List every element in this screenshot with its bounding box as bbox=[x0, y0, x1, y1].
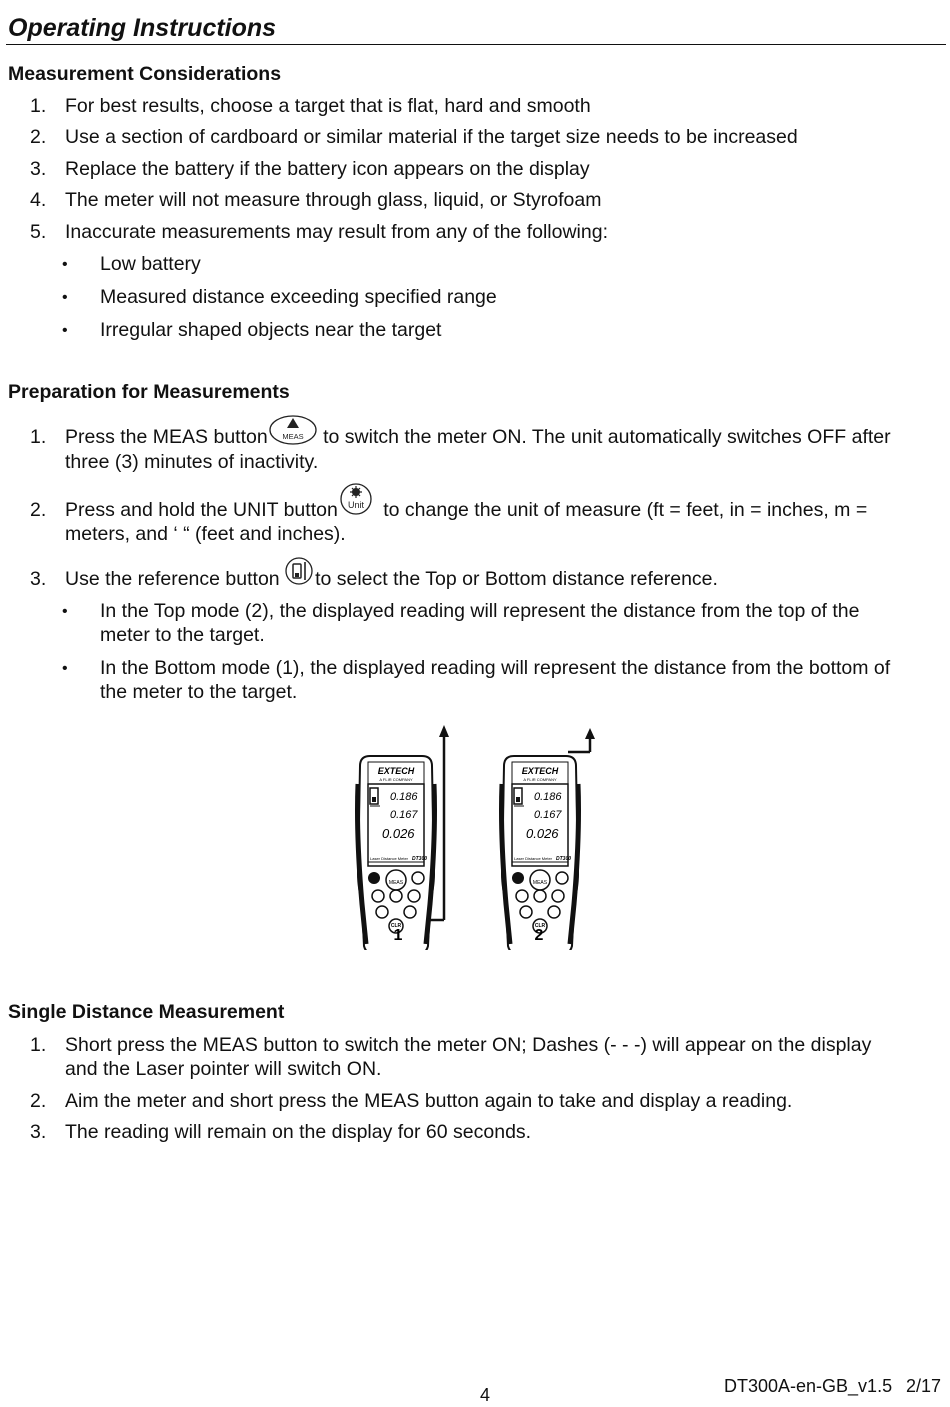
list-number: 2. bbox=[30, 499, 47, 521]
list-number: 4. bbox=[30, 189, 47, 211]
reading-line-2: 0.167 bbox=[390, 809, 418, 821]
list-item: The reading will remain on the display for 60 seconds. bbox=[65, 1121, 532, 1143]
reading-line-3: 0.026 bbox=[382, 826, 415, 841]
model-name: DT300 bbox=[556, 856, 572, 862]
list-item bbox=[65, 425, 940, 449]
reference-button-icon bbox=[285, 555, 315, 587]
item-text: Use the reference button bbox=[65, 568, 286, 590]
clr-key-label: CLR bbox=[534, 923, 546, 929]
product-name: Laser Distance Meter bbox=[514, 856, 553, 861]
list-number: 1. bbox=[30, 426, 47, 448]
list-item: For best results, choose a target that is flat, hard and smooth bbox=[65, 95, 591, 117]
bullet-item: In the Top mode (2), the displayed reading will represent the distance from the top of the bbox=[100, 600, 860, 622]
svg-text:Unit: Unit bbox=[347, 499, 364, 510]
list-item-continued: meters, and ‘ “ (feet and inches). bbox=[65, 523, 346, 545]
list-item: Short press the MEAS button to switch the meter ON; Dashes (- - -) will appear on the display bbox=[65, 1034, 872, 1056]
bullet-item: In the Bottom mode (1), the displayed reading will represent the distance from the bottom of bbox=[100, 657, 891, 679]
section-heading-single-distance: Single Distance Measurement bbox=[8, 1001, 285, 1023]
figure-label-2: 2 bbox=[534, 927, 544, 944]
item-text: Press the MEAS button bbox=[65, 426, 268, 448]
bullet-icon: • bbox=[62, 603, 68, 620]
item-text: to select the Top or Bottom distance reference. bbox=[315, 568, 718, 590]
bullet-item: Irregular shaped objects near the target bbox=[100, 319, 442, 341]
list-item-continued: and the Laser pointer will switch ON. bbox=[65, 1058, 382, 1080]
meas-button-icon bbox=[268, 412, 318, 446]
list-number: 3. bbox=[30, 1121, 47, 1143]
list-item: Aim the meter and short press the MEAS button again to take and display a reading. bbox=[65, 1090, 793, 1112]
bullet-item-continued: meter to the target. bbox=[100, 624, 265, 646]
item-text: Press and hold the UNIT button bbox=[65, 499, 338, 521]
section-heading-preparation: Preparation for Measurements bbox=[8, 381, 290, 403]
list-number: 3. bbox=[30, 568, 47, 590]
bullet-item: Measured distance exceeding specified range bbox=[100, 286, 497, 308]
list-item bbox=[65, 498, 940, 522]
bullet-icon: • bbox=[62, 256, 68, 273]
bullet-icon: • bbox=[62, 322, 68, 339]
meas-key-label: MEAS bbox=[532, 880, 548, 886]
figure-label-1: 1 bbox=[393, 927, 403, 944]
list-item-continued: three (3) minutes of inactivity. bbox=[65, 451, 319, 473]
list-number: 1. bbox=[30, 1034, 47, 1056]
list-item: Replace the battery if the battery icon appears on the display bbox=[65, 158, 590, 180]
list-item: Use a section of cardboard or similar material if the target size needs to be increased bbox=[65, 126, 798, 148]
bullet-icon: • bbox=[62, 660, 68, 677]
item-text: to switch the meter ON. The unit automatically switches OFF after bbox=[317, 426, 891, 448]
title-rule bbox=[6, 44, 946, 45]
page-number: 4 bbox=[480, 1385, 491, 1405]
section-heading-considerations: Measurement Considerations bbox=[8, 63, 282, 85]
meas-key-label: MEAS bbox=[388, 880, 404, 886]
brand-logo: EXTECH bbox=[377, 766, 415, 776]
document-id: DT300A-en-GB_v1.5 bbox=[724, 1376, 893, 1396]
model-name: DT300 bbox=[412, 856, 428, 862]
meter-2 bbox=[502, 756, 579, 950]
page-of: 2/17 bbox=[906, 1376, 942, 1396]
meter-1 bbox=[358, 756, 435, 950]
reading-line-2: 0.167 bbox=[534, 809, 562, 821]
list-item bbox=[65, 567, 940, 591]
brand-sub: A FLIR COMPANY bbox=[523, 777, 557, 782]
page-title: Operating Instructions bbox=[8, 14, 277, 42]
brand-logo: EXTECH bbox=[521, 766, 559, 776]
unit-button-icon bbox=[338, 482, 378, 518]
clr-key-label: CLR bbox=[390, 923, 402, 929]
bullet-item: Low battery bbox=[100, 253, 201, 275]
list-item: Inaccurate measurements may result from any of the following: bbox=[65, 221, 608, 243]
list-number: 2. bbox=[30, 126, 47, 148]
list-item: The meter will not measure through glass, liquid, or Styrofoam bbox=[65, 189, 602, 211]
reading-line-1: 0.186 bbox=[390, 791, 418, 803]
meter-reference-figure bbox=[340, 720, 620, 950]
reading-line-1: 0.186 bbox=[534, 791, 562, 803]
top-reference-arrow bbox=[568, 728, 595, 752]
bullet-icon: • bbox=[62, 289, 68, 306]
list-number: 1. bbox=[30, 95, 47, 117]
svg-text:MEAS: MEAS bbox=[282, 431, 304, 441]
list-number: 3. bbox=[30, 158, 47, 180]
brand-sub: A FLIR COMPANY bbox=[379, 777, 413, 782]
list-number: 2. bbox=[30, 1090, 47, 1112]
item-text: to change the unit of measure (ft = feet, in = inches, m = bbox=[377, 499, 868, 521]
list-number: 5. bbox=[30, 221, 47, 243]
reading-line-3: 0.026 bbox=[526, 826, 559, 841]
bullet-item-continued: the meter to the target. bbox=[100, 681, 298, 703]
product-name: Laser Distance Meter bbox=[370, 856, 409, 861]
